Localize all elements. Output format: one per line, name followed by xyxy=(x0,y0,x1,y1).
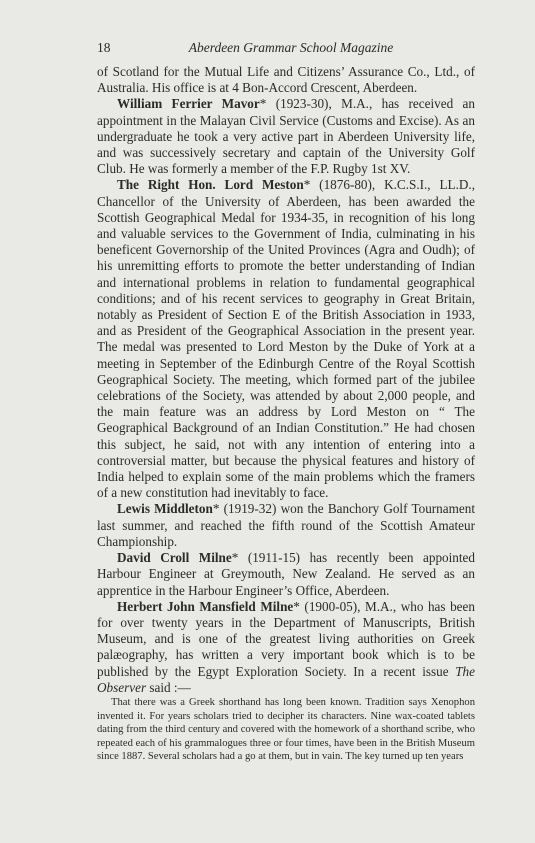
entry-text: * (1923-30), M.A., has received an appointment in the Malayan Civil Service (Customs and Excise). As an undergraduate he took a very active part in Aberdeen University life, and was successively secretary and captain of the University Golf Club. He was formerly a member of the F.P. Rugby 1st XV. xyxy=(97,96,476,177)
entry-mavor xyxy=(97,96,475,177)
entry-mansfield-milne xyxy=(97,599,475,696)
entry-name: William Ferrier Mavor xyxy=(117,96,260,112)
entry-name: The Right Hon. Lord Meston xyxy=(117,177,304,193)
entry-middleton xyxy=(97,501,475,550)
entry-text-suffix: said :— xyxy=(146,679,191,695)
running-title: Aberdeen Grammar School Magazine xyxy=(188,40,394,55)
page-header xyxy=(97,40,475,64)
entry-text: * (1876-80), K.C.S.I., LL.D., Chancellor of the University of Aberdeen, has been awarded the Scottish Geographical Medal for 1934-35, in recognition of his long and valuable services to the Government of India, culminating in his beneficent Governorship of the United Provinces (Agra and Oudh); of his unremitting efforts to promote the better understanding of Indian and international problems in relation to fundamental geographical conditions; and of his recent services to geography in Great Britain, notably as President of Section E of the British Association in 1933, and as President of the Geographical Association in the present year. The medal was presented to Lord Meston by the Duke of York at a meeting in September of the Edinburgh Centre of the Royal Scottish Geographical Society. The meeting, which formed part of the jubilee celebrations of the Society, was attended by about 2,000 people, and the main feature was an address by Lord Meston on “ The Geographical Background of an Indian Constitution.” He had chosen this subject, he said, not with any intention of entering into a controversial matter, but because the physical features and history of India helped to explain some of the main problems which the framers of a new constitution had inevitably to face. xyxy=(97,177,475,501)
article-body xyxy=(97,64,475,764)
block-quote: That there was a Greek shorthand has long been known. Tradition says Xenophon invented it. For years scholars tried to decipher its characters. Nine wax-coated tablets dating from the third century and covered with the homework of a shorthand scribe, who repeated each of his grammalogues three or four times, have been in the British Museum since 1887. Several scholars had a go at them, but in vain. The key turned up ten years xyxy=(97,696,475,763)
page-number: 18 xyxy=(97,40,111,55)
entry-croll-milne xyxy=(97,550,475,599)
entry-text: * (1919-32) won the Banchory Golf Tournament last summer, and reached the fifth round of the Scottish Amateur Championship. xyxy=(97,501,475,549)
entry-text: * (1900-05), M.A., who has been for over twenty years in the Department of Manuscripts, British Museum, and is one of the greatest living authorities on Greek palæography, has written a very important book which is to be published by the Egypt Exploration Society. In a recent issue xyxy=(97,598,475,679)
entry-text: * (1911-15) has recently been appointed Harbour Engineer at Greymouth, New Zealand. He served as an apprentice in the Harbour Engineer’s Office, Aberdeen. xyxy=(97,550,475,598)
entry-name: Lewis Middleton xyxy=(117,501,213,517)
continuation-paragraph: of Scotland for the Mutual Life and Citizens’ Assurance Co., Ltd., of Australia. His office is at 4 Bon-Accord Crescent, Aberdeen. xyxy=(97,64,475,96)
entry-name: Herbert John Mansfield Milne xyxy=(117,598,294,614)
entry-name: David Croll Milne xyxy=(117,550,232,566)
publication-title: The Observer xyxy=(97,663,475,695)
entry-meston xyxy=(97,177,475,501)
